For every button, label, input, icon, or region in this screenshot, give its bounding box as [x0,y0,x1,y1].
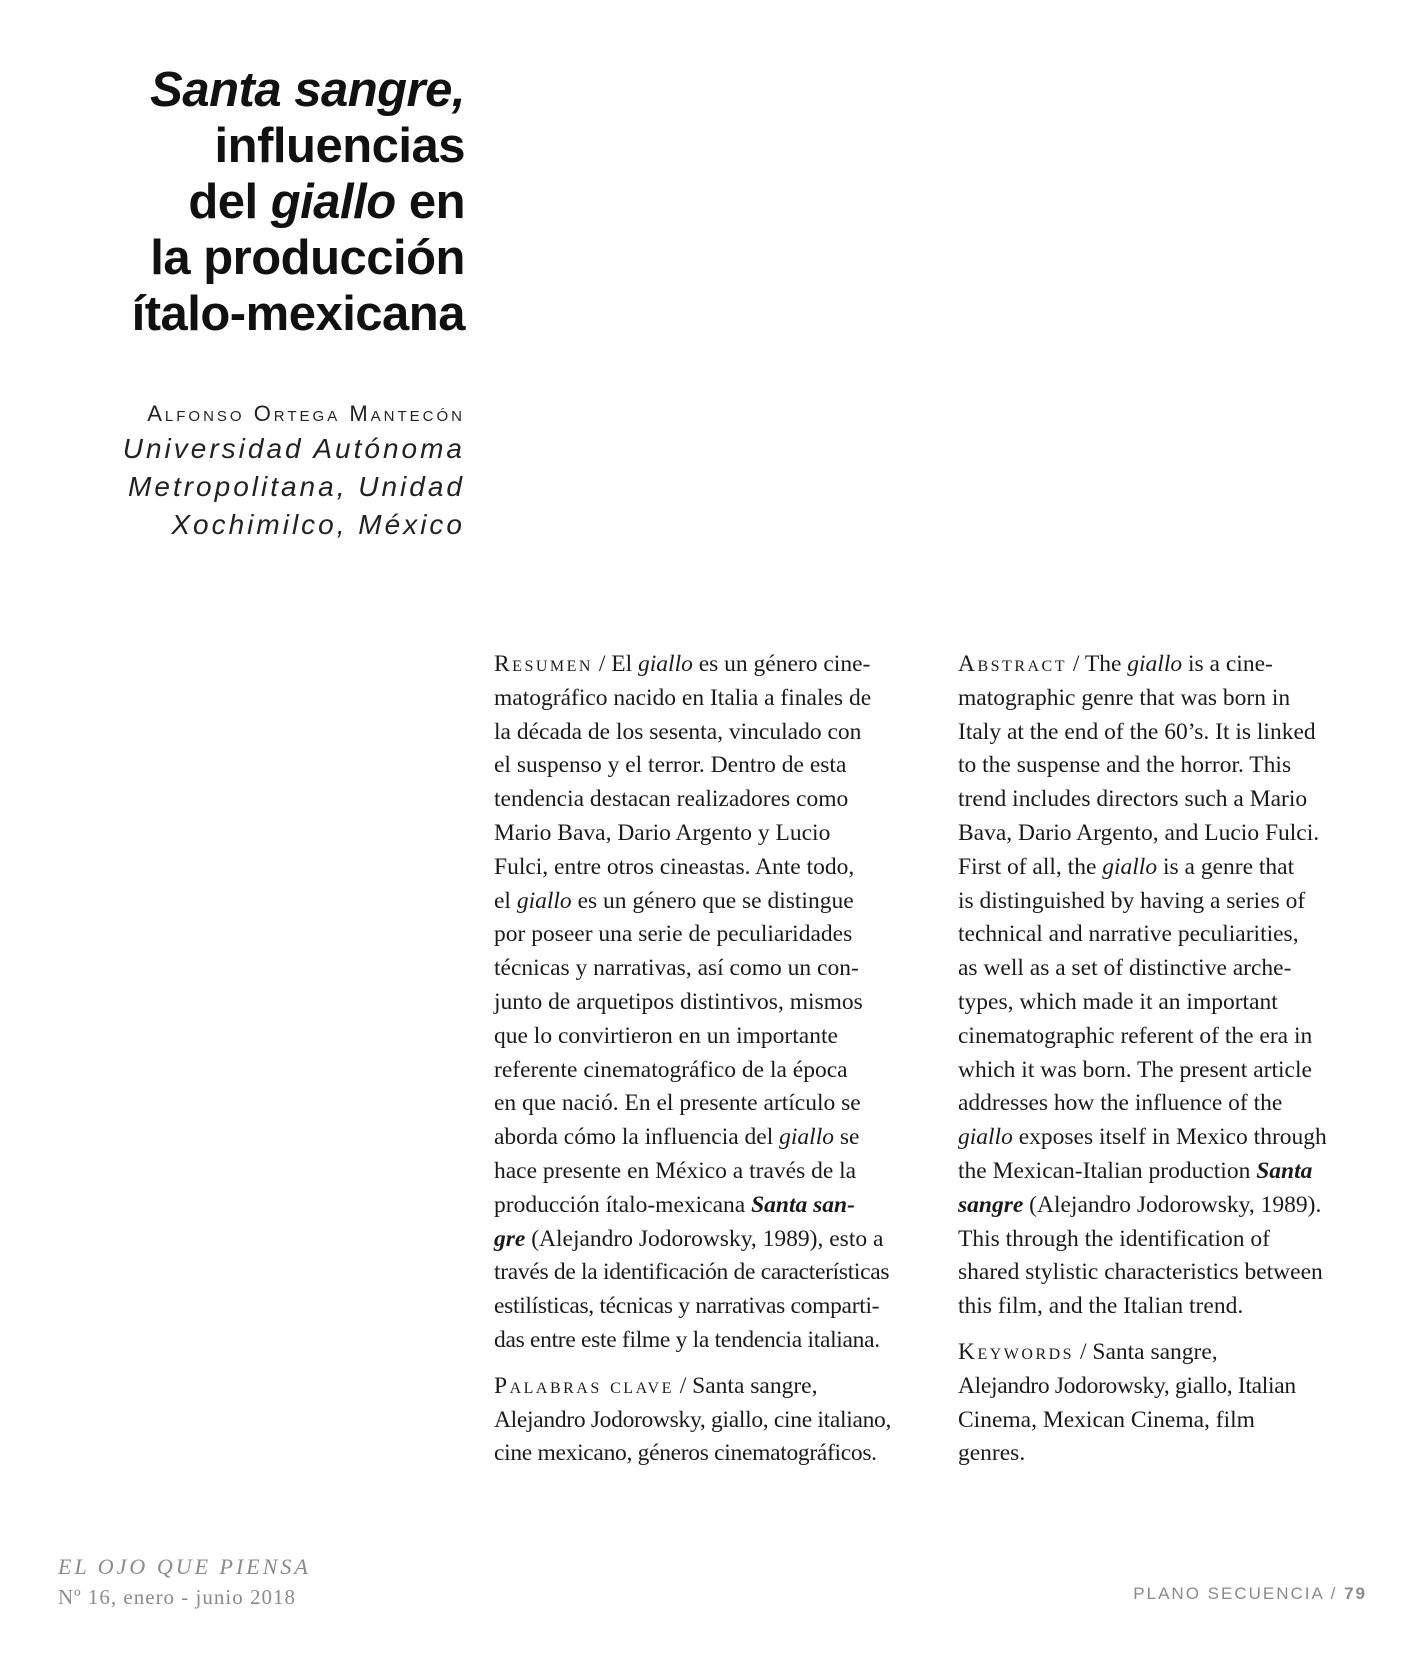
author-name: Alfonso Ortega Mantecón [147,401,465,426]
keywords: Keywords / Santa sangre, Alejandro Jodorowsky, giallo, Italian Cinema, Mexican Cinema, film genres. [958,1338,1296,1467]
title-line: Santa sangre, [150,63,465,117]
journal-footer [58,1552,311,1612]
abstract-paragraph: Abstract / The giallo is a cine- matographic genre that was born in Italy at the end of the 60’s. It is linked to the suspense and the horror. This trend includes directors such a Mario Bava, Dario Argento, and Lucio Fulci. First of all, the giallo is a genre that is distinguished by having a series of technical and narrative peculiarities, as well as a set of distinctive arche- types, which made it an important cinematographic referent of the era in which it was born. The present article addresses how the influence of the giallo exposes itself in Mexico through the Mexican-Italian production Santa sangre (Alejandro Jodorowsky, 1989). This through the identification of shared stylistic characteristics between this film, and the Italian trend. [958,651,1327,1320]
title-line: la producción [150,231,465,285]
page-number: 79 [1344,1584,1367,1603]
keywords-label: Keywords [958,1338,1075,1365]
article-title [60,62,465,342]
title-line: ítalo-mexicana [131,287,465,341]
issue-info: Nº 16, enero - junio 2018 [58,1585,296,1609]
section-name: PLANO SECUENCIA [1133,1584,1324,1603]
section-footer: PLANO SECUENCIA / 79 [1133,1584,1367,1603]
author-affiliation: Universidad Autónoma Metropolitana, Unidad Xochimilco, México [122,433,465,540]
palabras-clave: Palabras clave / Santa sangre, Alejandro Jodorowsky, giallo, cine italiano, cine mexicano, géneros cinematográficos. [494,1372,892,1467]
resumen-paragraph: Resumen / El giallo es un género cine- matográfico nacido en Italia a finales de la década de los sesenta, vinculado con el suspenso y el terror. Dentro de esta tendencia destacan realizadores como Mario Bava, Dario Argento y Lucio Fulci, entre otros cineastas. Ante todo, el giallo es un género que se distingue por poseer una serie de peculiaridades técnicas y narrativas, así como un con- junto de arquetipos distintivos, mismos que lo convirtieron en un importante referente cinematográfico de la época en que nació. En el presente artículo se aborda cómo la influencia del giallo se hace presente en México a través de la producción ítalo-mexicana Santa san- gre (Alejandro Jodorowsky, 1989), esto a través de la identificación de características estilísticas, técnicas y narrativas comparti- das entre este filme y la tendencia italiana. [494,651,890,1353]
palabras-label: Palabras clave [494,1372,674,1399]
title-line: influencias [214,119,465,173]
resumen-column [494,648,928,1471]
journal-name: EL OJO QUE PIENSA [58,1554,311,1579]
resumen-label: Resumen [494,651,593,677]
abstract-label: Abstract [958,651,1067,677]
abstract-column [958,648,1378,1471]
title-line: del giallo en [188,175,465,229]
author-block [40,398,465,544]
